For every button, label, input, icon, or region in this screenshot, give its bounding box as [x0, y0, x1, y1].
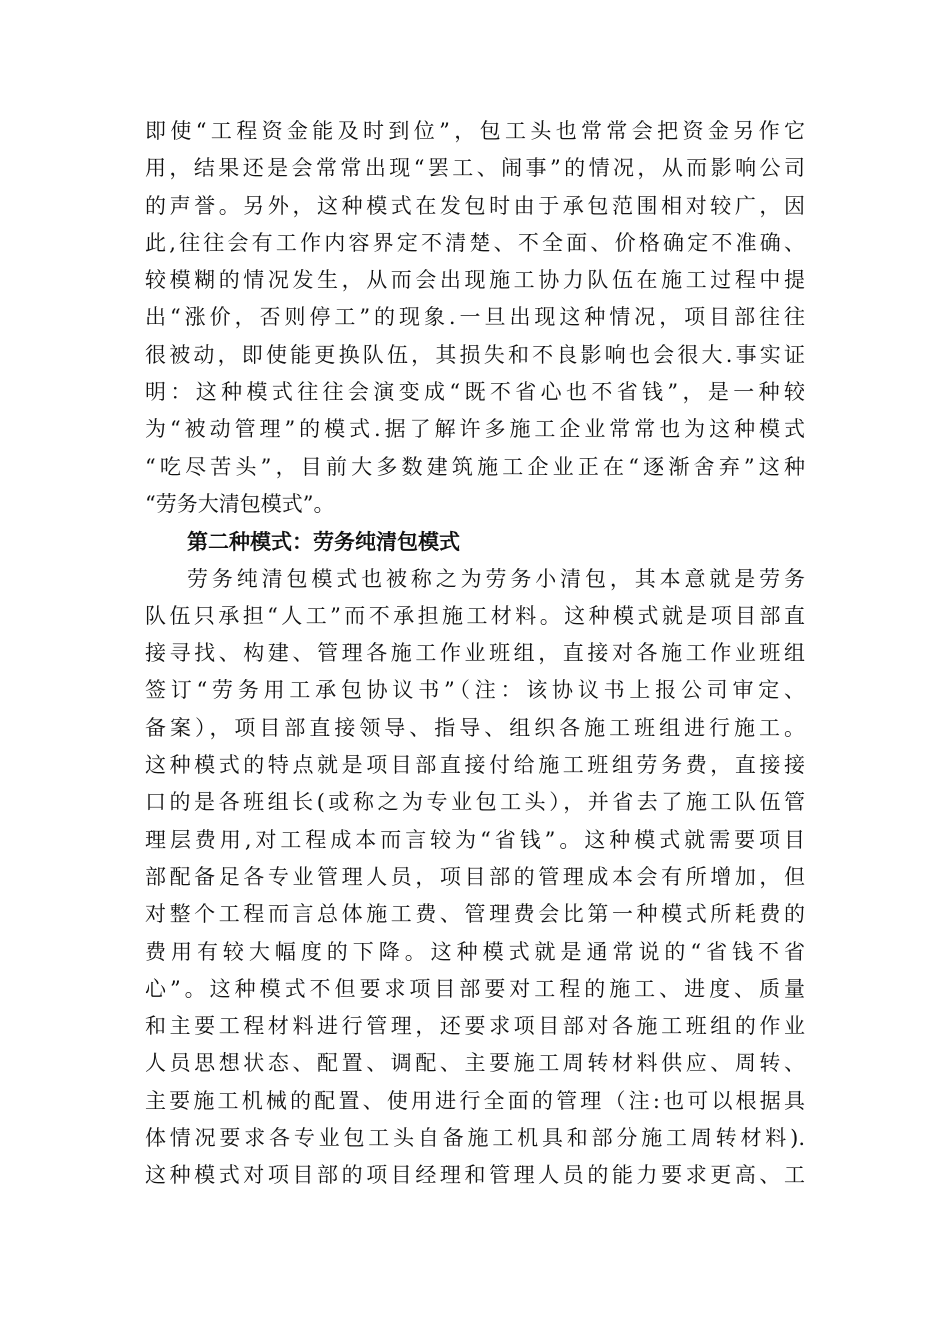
paragraph-line: 备案），项目部直接领导、指导、组织各施工班组进行施工。	[145, 715, 805, 740]
paragraph-line: 和主要工程材料进行管理，还要求项目部对各施工班组的作业	[145, 1014, 805, 1039]
paragraph-line: “吃尽苦头”，目前大多数建筑施工企业正在“逐渐舍弃”这种	[145, 454, 805, 479]
paragraph-line: 劳务纯清包模式也被称之为劳务小清包，其本意就是劳务	[187, 566, 805, 591]
paragraph-line: 体情况要求各专业包工头自备施工机具和部分施工周转材料).	[145, 1126, 805, 1151]
paragraph-line: 明：这种模式往往会演变成“既不省心也不省钱”，是一种较	[145, 380, 805, 405]
paragraph-line: 这种模式的特点就是项目部直接付给施工班组劳务费，直接接	[145, 753, 805, 778]
paragraph-line: 较模糊的情况发生，从而会出现施工协力队伍在施工过程中提	[145, 268, 805, 293]
paragraph-line: 接寻找、构建、管理各施工作业班组，直接对各施工作业班组	[145, 641, 805, 666]
paragraph-line: 的声誉。另外，这种模式在发包时由于承包范围相对较广，因	[145, 193, 805, 218]
paragraph-line: 主要施工机械的配置、使用进行全面的管理（注:也可以根据具	[145, 1088, 805, 1113]
paragraph-line: 即使“工程资金能及时到位”，包工头也常常会把资金另作它	[145, 119, 805, 143]
paragraph-line: 口的是各班组长(或称之为专业包工头），并省去了施工队伍管	[145, 790, 805, 815]
paragraph-line: “劳务大清包模式”。	[145, 491, 335, 516]
paragraph-line: 出“涨价，否则停工”的现象.一旦出现这种情况，项目部往往	[145, 305, 805, 330]
paragraph-line: 签订“劳务用工承包协议书”（注：该协议书上报公司审定、	[145, 678, 805, 703]
paragraph-line: 用，结果还是会常常出现“罢工、闹事”的情况，从而影响公司	[145, 156, 805, 181]
paragraph-1	[145, 113, 805, 523]
paragraph-line: 心”。这种模式不但要求项目部要对工程的施工、进度、质量	[145, 976, 805, 1001]
paragraph-line: 部配备足各专业管理人员，项目部的管理成本会有所增加，但	[145, 864, 805, 889]
paragraph-line: 队伍只承担“人工”而不承担施工材料。这种模式就是项目部直	[145, 603, 805, 628]
section-heading: 第二种模式：劳务纯清包模式	[187, 529, 460, 555]
paragraph-line: 为“被动管理”的模式.据了解许多施工企业常常也为这种模式	[145, 417, 805, 442]
document-body	[145, 113, 805, 1195]
paragraph-line: 此,往往会有工作内容界定不清楚、不全面、价格确定不准确、	[145, 230, 805, 255]
paragraph-line: 对整个工程而言总体施工费、管理费会比第一种模式所耗费的	[145, 902, 805, 927]
paragraph-line: 人员思想状态、配置、调配、主要施工周转材料供应、周转、	[145, 1051, 805, 1076]
paragraph-2	[145, 561, 805, 1195]
paragraph-line: 费用有较大幅度的下降。这种模式就是通常说的“省钱不省	[145, 939, 805, 964]
paragraph-line: 很被动，即使能更换队伍，其损失和不良影响也会很大.事实证	[145, 342, 805, 367]
paragraph-line: 理层费用,对工程成本而言较为“省钱”。这种模式就需要项目	[145, 827, 805, 852]
paragraph-line: 这种模式对项目部的项目经理和管理人员的能力要求更高、工	[145, 1163, 805, 1188]
